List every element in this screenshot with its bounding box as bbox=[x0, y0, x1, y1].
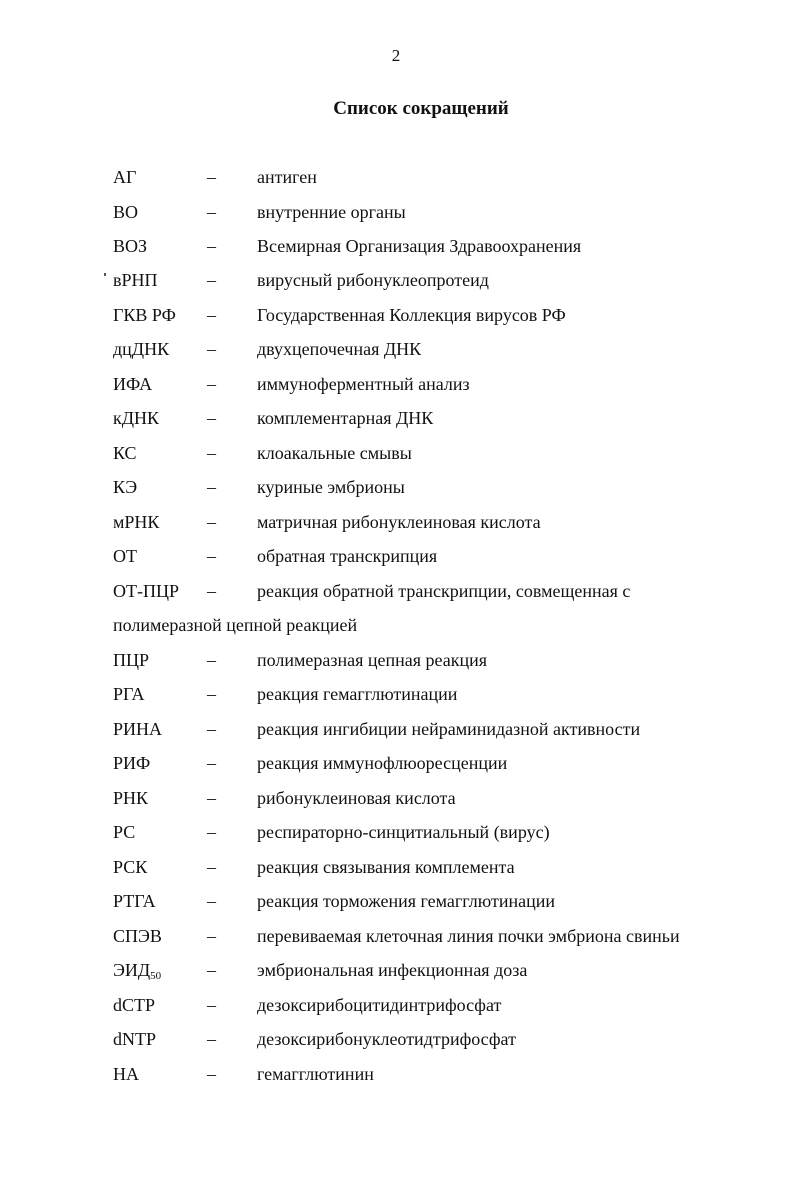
abbreviation-row bbox=[0, 889, 792, 913]
dash-separator: – bbox=[207, 684, 216, 704]
dash-separator: – bbox=[207, 891, 216, 911]
abbreviation-row bbox=[0, 1027, 792, 1051]
dash-separator: – bbox=[207, 753, 216, 773]
dash-separator: – bbox=[207, 960, 216, 980]
abbreviation-row bbox=[0, 855, 792, 879]
dash-separator: – bbox=[207, 236, 216, 256]
abbreviation-row bbox=[0, 924, 792, 948]
dash-separator: – bbox=[207, 546, 216, 566]
abbreviation-term: СПЭВ bbox=[113, 926, 162, 946]
abbreviation-definition: эмбриональная инфекционная доза bbox=[257, 960, 528, 980]
dash-separator: – bbox=[207, 339, 216, 359]
abbreviation-row bbox=[0, 682, 792, 706]
abbreviation-row bbox=[0, 441, 792, 465]
abbreviation-term: РС bbox=[113, 822, 136, 842]
abbreviation-row bbox=[0, 234, 792, 258]
dash-separator: – bbox=[207, 650, 216, 670]
abbreviation-term: КЭ bbox=[113, 477, 138, 497]
abbreviation-row bbox=[0, 786, 792, 810]
dash-separator: – bbox=[207, 788, 216, 808]
abbreviation-term: КС bbox=[113, 443, 137, 463]
abbreviation-term: dCTP bbox=[113, 995, 156, 1015]
abbreviation-definition: внутренние органы bbox=[257, 202, 406, 222]
abbreviation-definition: Государственная Коллекция вирусов РФ bbox=[257, 305, 566, 325]
abbreviation-definition: дезоксирибонуклеотидтрифосфат bbox=[257, 1029, 516, 1049]
page-title: Список сокращений bbox=[333, 98, 509, 119]
definition-continuation-row bbox=[0, 613, 792, 637]
abbreviation-definition: вирусный рибонуклеопротеид bbox=[257, 270, 489, 290]
abbreviation-definition: реакция иммунофлюоресценции bbox=[257, 753, 508, 773]
dash-separator: – bbox=[207, 305, 216, 325]
abbreviation-subscript: 50 bbox=[150, 970, 162, 982]
abbreviation-row bbox=[0, 303, 792, 327]
abbreviation-term: мРНК bbox=[113, 512, 160, 532]
abbreviation-definition: иммуноферментный анализ bbox=[257, 374, 470, 394]
abbreviation-row bbox=[0, 751, 792, 775]
abbreviation-row bbox=[0, 993, 792, 1017]
abbreviation-row bbox=[0, 579, 792, 603]
dash-separator: – bbox=[207, 822, 216, 842]
dash-separator: – bbox=[207, 374, 216, 394]
dash-separator: – bbox=[207, 202, 216, 222]
dash-separator: – bbox=[207, 1064, 216, 1084]
abbreviation-definition: обратная транскрипция bbox=[257, 546, 438, 566]
abbreviation-row bbox=[0, 648, 792, 672]
abbreviation-row bbox=[0, 475, 792, 499]
dash-separator: – bbox=[207, 270, 216, 290]
abbreviation-term: АГ bbox=[113, 167, 137, 187]
abbreviation-definition: матричная рибонуклеиновая кислота bbox=[257, 512, 541, 532]
abbreviation-term: РНК bbox=[113, 788, 149, 808]
page-number: 2 bbox=[391, 46, 401, 65]
abbreviation-definition: дезоксирибоцитидинтрифосфат bbox=[257, 995, 502, 1015]
abbreviation-definition: клоакальные смывы bbox=[257, 443, 412, 463]
abbreviation-row bbox=[0, 165, 792, 189]
abbreviation-term: РГА bbox=[113, 684, 145, 704]
abbreviation-row bbox=[0, 820, 792, 844]
dash-separator: – bbox=[207, 167, 216, 187]
abbreviation-row bbox=[0, 717, 792, 741]
dash-separator: – bbox=[207, 581, 216, 601]
abbreviation-row bbox=[0, 510, 792, 534]
abbreviation-definition: респираторно-синцитиальный (вирус) bbox=[257, 822, 550, 842]
abbreviation-row bbox=[0, 544, 792, 568]
dash-separator: – bbox=[207, 995, 216, 1015]
abbreviation-term: ВОЗ bbox=[113, 236, 148, 256]
abbreviation-term: РТГА bbox=[113, 891, 156, 911]
abbreviation-definition: комплементарная ДНК bbox=[257, 408, 434, 428]
abbreviation-term: ИФА bbox=[113, 374, 153, 394]
abbreviation-row bbox=[0, 337, 792, 361]
abbreviation-definition: рибонуклеиновая кислота bbox=[257, 788, 456, 808]
abbreviation-definition: антиген bbox=[257, 167, 317, 187]
abbreviation-row bbox=[0, 406, 792, 430]
dash-separator: – bbox=[207, 857, 216, 877]
abbreviation-definition: гемагглютинин bbox=[257, 1064, 374, 1084]
abbreviation-term: ОТ bbox=[113, 546, 137, 566]
abbreviation-term: РИНА bbox=[113, 719, 163, 739]
abbreviation-term: дцДНК bbox=[113, 339, 170, 359]
abbreviation-row bbox=[0, 200, 792, 224]
abbreviation-term: НА bbox=[113, 1064, 139, 1084]
abbreviation-term: $ЭИД_{50}$ bbox=[113, 960, 162, 982]
dash-separator: – bbox=[207, 408, 216, 428]
dash-separator: – bbox=[207, 926, 216, 946]
abbreviation-term: dNTP bbox=[113, 1029, 157, 1049]
dash-separator: – bbox=[207, 512, 216, 532]
abbreviation-term: ОТ-ПЦР bbox=[113, 581, 179, 601]
dash-separator: – bbox=[207, 477, 216, 497]
dash-separator: – bbox=[207, 719, 216, 739]
abbreviation-definition: куриные эмбрионы bbox=[257, 477, 405, 497]
definition-continuation: полимеразной цепной реакцией bbox=[113, 615, 358, 635]
abbreviation-definition: реакция торможения гемагглютинации bbox=[257, 891, 555, 911]
abbreviation-definition: реакция связывания комплемента bbox=[257, 857, 515, 877]
abbreviation-term: вРНП bbox=[113, 270, 158, 290]
abbreviation-row bbox=[0, 268, 792, 292]
abbreviation-term: ВО bbox=[113, 202, 139, 222]
abbreviation-definition: полимеразная цепная реакция bbox=[257, 650, 488, 670]
abbreviation-term: РСК bbox=[113, 857, 148, 877]
abbreviation-definition: перевиваемая клеточная линия почки эмбриона свиньи bbox=[257, 926, 680, 946]
abbreviation-definition: двухцепочечная ДНК bbox=[257, 339, 422, 359]
abbreviation-definition: реакция ингибиции нейраминидазной активности bbox=[257, 719, 641, 739]
abbreviation-definition: реакция гемагглютинации bbox=[257, 684, 458, 704]
abbreviation-term: кДНК bbox=[113, 408, 160, 428]
abbreviation-term: ГКВ РФ bbox=[113, 305, 176, 325]
dash-separator: – bbox=[207, 443, 216, 463]
abbreviation-row bbox=[0, 372, 792, 396]
abbreviation-definition: Всемирная Организация Здравоохранения bbox=[257, 236, 582, 256]
abbreviation-row bbox=[0, 1062, 792, 1086]
abbreviation-row bbox=[0, 958, 792, 982]
abbreviation-term: ПЦР bbox=[113, 650, 150, 670]
abbreviation-definition: реакция обратной транскрипции, совмещенная с bbox=[257, 581, 631, 601]
dash-separator: – bbox=[207, 1029, 216, 1049]
abbreviation-term: РИФ bbox=[113, 753, 151, 773]
